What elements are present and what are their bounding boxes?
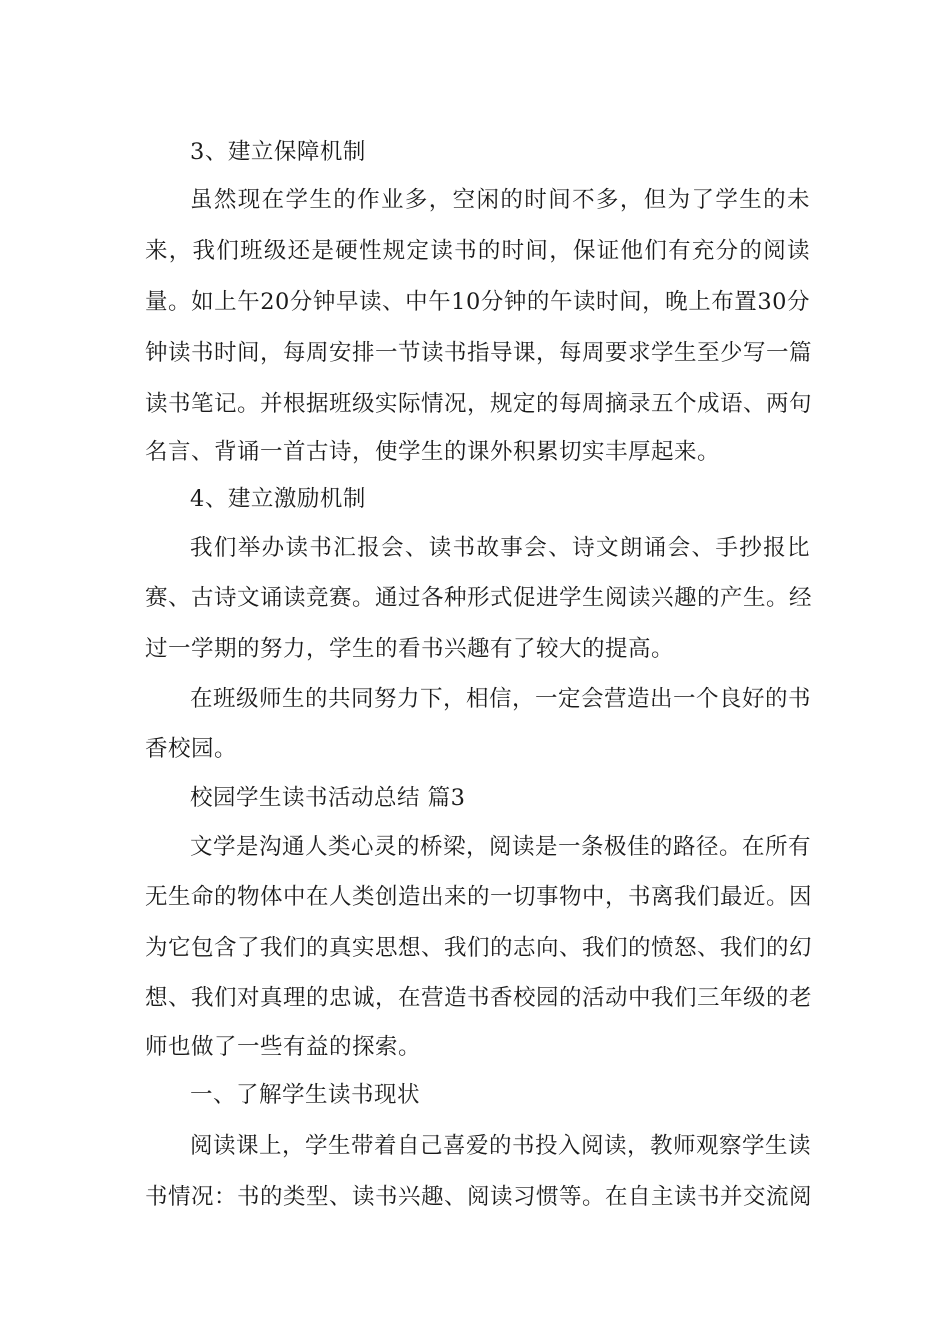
paragraph-line: 过一学期的努力，学生的看书兴趣有了较大的提高。: [145, 636, 675, 662]
paragraph-line: 来，我们班级还是硬性规定读书的时间，保证他们有充分的阅读: [145, 238, 810, 264]
paragraph-line: 在班级师生的共同努力下，相信，一定会营造出一个良好的书: [190, 686, 812, 712]
paragraph-line: 虽然现在学生的作业多，空闲的时间不多，但为了学生的未: [190, 187, 810, 213]
section-heading-3: 3、建立保障机制: [190, 139, 366, 165]
article-title: 校园学生读书活动总结 篇3: [190, 785, 466, 811]
paragraph-line: 想、我们对真理的忠诚，在营造书香校园的活动中我们三年级的老: [145, 985, 813, 1011]
paragraph-line: 钟读书时间，每周安排一节读书指导课，每周要求学生至少写一篇: [145, 340, 813, 366]
paragraph-line: 读书笔记。并根据班级实际情况，规定的每周摘录五个成语、两句: [145, 391, 813, 417]
paragraph-line: 香校园。: [145, 736, 238, 762]
paragraph-line: 无生命的物体中在人类创造出来的一切事物中，书离我们最近。因: [145, 884, 813, 910]
paragraph-line: 为它包含了我们的真实思想、我们的志向、我们的愤怒、我们的幻: [145, 935, 813, 961]
paragraph-line: 量。如上午20分钟早读、中午10分钟的午读时间，晚上布置30分: [145, 289, 810, 315]
section-heading-4: 4、建立激励机制: [190, 486, 366, 512]
paragraph-line: 我们举办读书汇报会、读书故事会、诗文朗诵会、手抄报比: [190, 535, 810, 561]
paragraph-line: 师也做了一些有益的探索。: [145, 1034, 422, 1060]
paragraph-line: 赛、古诗文诵读竞赛。通过各种形式促进学生阅读兴趣的产生。经: [145, 585, 813, 611]
paragraph-line: 名言、背诵一首古诗，使学生的课外积累切实丰厚起来。: [145, 439, 721, 465]
paragraph-line: 书情况：书的类型、读书兴趣、阅读习惯等。在自主读书并交流阅: [145, 1184, 813, 1210]
paragraph-line: 阅读课上，学生带着自己喜爱的书投入阅读，教师观察学生读: [190, 1133, 812, 1159]
paragraph-line: 文学是沟通人类心灵的桥梁，阅读是一条极佳的路径。在所有: [190, 834, 812, 860]
section-heading-one: 一、了解学生读书现状: [190, 1082, 421, 1108]
